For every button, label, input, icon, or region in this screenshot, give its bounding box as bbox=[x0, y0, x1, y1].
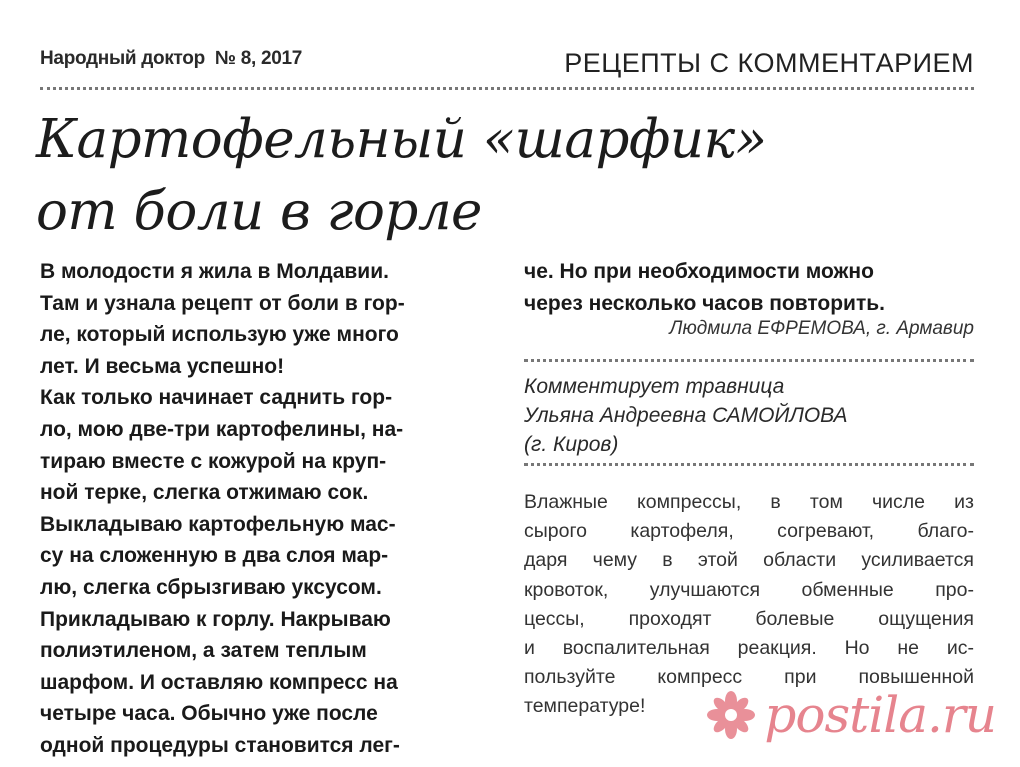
section-divider bbox=[524, 463, 974, 466]
letter-line: четыре часа. Обычно уже после bbox=[40, 702, 378, 726]
commentary-line: цессы, проходят болевые ощущения bbox=[524, 607, 974, 630]
letter-line: ле, который использую уже много bbox=[40, 323, 399, 347]
commentator-line: Ульяна Андреевна САМОЙЛОВА bbox=[524, 404, 848, 427]
commentary-line: кровоток, улучшаются обменные про- bbox=[524, 578, 974, 601]
postila-watermark bbox=[706, 686, 996, 744]
commentary-line: Влажные компрессы, в том числе из bbox=[524, 491, 974, 513]
letter-line: одной процедуры становится лег- bbox=[40, 733, 400, 757]
letter-line: Прикладываю к горлу. Накрываю bbox=[40, 607, 391, 631]
article-title bbox=[36, 104, 767, 248]
commentary-line: даря чему в этой области усиливается bbox=[524, 549, 974, 572]
header-publication bbox=[40, 48, 302, 70]
header-divider bbox=[40, 87, 974, 90]
publication-name: Народный доктор bbox=[40, 48, 205, 69]
letter-line: В молодости я жила в Молдавии. bbox=[40, 260, 389, 283]
letter-line: через несколько часов повторить. bbox=[524, 291, 885, 315]
letter-line: су на сложенную в два слоя мар- bbox=[40, 544, 389, 568]
letter-line: лю, слегка сбрызгиваю уксусом. bbox=[40, 575, 382, 599]
title-line-1: Картофельный «шарфик» bbox=[36, 109, 767, 170]
issue-number: № 8, 2017 bbox=[214, 48, 303, 69]
letter-line: ной терке, слегка отжимаю сок. bbox=[40, 481, 369, 505]
rubric-title: РЕЦЕПТЫ С КОММЕНТАРИЕМ bbox=[564, 48, 974, 78]
letter-continuation bbox=[524, 256, 974, 319]
commentary-line: и воспалительная реакция. Но не ис- bbox=[524, 637, 974, 660]
commentary-line: сырого картофеля, согревают, благо- bbox=[524, 520, 974, 543]
letter-line: ло, мою две-три картофелины, на- bbox=[40, 417, 404, 441]
section-divider bbox=[524, 359, 974, 362]
commentator-credit bbox=[524, 372, 848, 459]
letter-line: тираю вместе с кожурой на круп- bbox=[40, 449, 387, 473]
commentator-line: Комментирует травница bbox=[524, 375, 785, 398]
postila-flower-icon bbox=[706, 690, 756, 740]
watermark-text: postila.ru bbox=[764, 686, 996, 744]
letter-line: Выкладываю картофельную мас- bbox=[40, 512, 396, 536]
letter-line: Там и узнала рецепт от боли в гор- bbox=[40, 291, 405, 315]
letter-line: лет. И весьма успешно! bbox=[40, 354, 285, 378]
letter-signature: Людмила ЕФРЕМОВА, г. Армавир bbox=[669, 318, 974, 339]
title-line-2: от боли в горле bbox=[36, 181, 482, 242]
commentator-line: (г. Киров) bbox=[524, 433, 619, 456]
letter-text bbox=[40, 256, 490, 762]
commentary-line: пользуйте компресс при повышенной bbox=[524, 666, 974, 689]
letter-line: полиэтиленом, а затем теплым bbox=[40, 639, 367, 663]
letter-line: шарфом. И оставляю компресс на bbox=[40, 670, 398, 694]
letter-line: че. Но при необходимости можно bbox=[524, 260, 874, 283]
letter-line: Как только начинает саднить гор- bbox=[40, 386, 393, 410]
commentary-line: температуре! bbox=[524, 695, 646, 718]
